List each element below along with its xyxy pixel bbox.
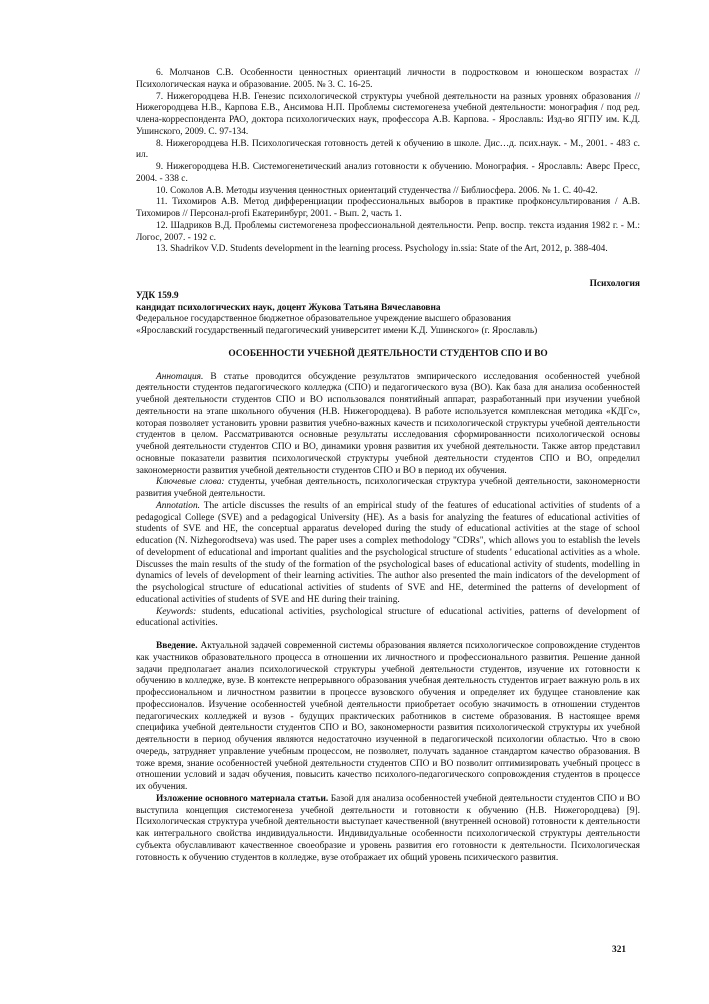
keywords-en-label: Keywords:	[156, 606, 197, 617]
main-label: Изложение основного материала статьи.	[156, 793, 329, 804]
author-line: кандидат психологических наук, доцент Жукова Татьяна Вячеславовна	[136, 302, 441, 313]
udc-code: УДК 159.9	[136, 290, 179, 301]
affiliation-line: Федеральное государственное бюджетное образовательное учреждение высшего образования	[136, 314, 511, 325]
section-name: Психология	[589, 279, 640, 289]
intro-text: Актуальной задачей современной системы образования является психологическое сопровождение студентов как участников образовательного процесса в отношении их личностного и профессионального развития. Решение данной задачи предполагает анализ психологической структуры учебной деятельности студентов, изучение их готовности к обучению в колледже, вузе. В контексте непрерывного образования учебная деятельность студентов играет важную роль в их профессиональном и личностном развитии в процессе вузовского обучения и определяет их будущее становление как профессионалов. Изучение особенностей учебной деятельности приобретает особую значимость в отношении студентов педагогических колледжей и вузов - будущих практических работников в системе образования. В настоящее время специфика учебной деятельности студентов СПО и ВО, закономерности развития психологической структуры их учебной деятельности в период обучения являются недостаточно изученной в педагогической психологии областью. Что в свою очередь, затрудняет управление учебным процессом, не позволяет, получать заданное стандартом качество образования. В тоже время, знание особенностей учебной деятельности студентов СПО и ВО позволит оптимизировать учебный процесс в отношении условий и задач обучения, повысить качество психолого-педагогического сопровождения студентов в процессе их обучения.	[136, 641, 640, 792]
page-content	[136, 68, 640, 864]
reference-item: 10. Соколов А.В. Методы изучения ценностных ориентаций студенчества // Библиосфера. 2006. № 1. С. 40-42.	[156, 185, 598, 196]
reference-item: 13. Shadrikov V.D. Students development in the learning process. Psychology in.ssia: State of the Art, 2012, р. 388-404.	[156, 244, 608, 255]
affiliation-line: «Ярославский государственный педагогический университет имени К.Д. Ушинского» (г. Ярославль)	[136, 326, 538, 336]
article-title: ОСОБЕННОСТИ УЧЕБНОЙ ДЕЯТЕЛЬНОСТИ СТУДЕНТОВ СПО И ВО	[228, 348, 548, 359]
abstract-en	[136, 501, 640, 607]
reference-item: 7. Нижегородцева Н.В. Генезис психологической структуры учебной деятельности на разных уровнях образования // Нижегородцева Н.В., Карпова Е.В., Ансимова Н.П. Проблемы системогенеза учебной деятельности: монография / под ред. члена-корреспондента РАО, доктора психологических наук, профессора А.В. Карпова. - Ярославль: Изд-во ЯГПУ им. К.Д. Ушинского, 2009. С. 97-134.	[136, 91, 640, 137]
reference-item: 9. Нижегородцева Н.В. Системогенетический анализ готовности к обучению. Монография. - Ярославль: Аверс Пресс, 2004. - 338 с.	[136, 162, 640, 184]
keywords-ru-text: студенты, учебная деятельность, психологическая структура учебной деятельности, закономерности развития учебной деятельности.	[136, 477, 640, 499]
intro-paragraph	[136, 641, 640, 794]
reference-item: 12. Шадриков В.Д. Проблемы системогенеза профессиональной деятельности. Репр. воспр. текста издания 1982 г. - М.: Логос, 2007. - 192 с.	[136, 220, 640, 243]
abstract-en-label: Annotation.	[156, 500, 201, 511]
abstract-ru	[136, 372, 640, 478]
keywords-en	[136, 607, 640, 631]
keywords-ru-label: Ключевые слова:	[156, 477, 225, 488]
keywords-ru	[136, 477, 640, 501]
abstract-ru-label: Аннотация.	[156, 371, 204, 382]
abstract-en-text: The article discusses the results of an empirical study of the features of educational activities of students of a pedagogical College (SVE) and a pedagogical University (HE). As a basis for analyzing the features of educational activities of students of SVE and HE, the conceptual apparatus developed during the study of educational activities at the stage of school education (N. Nizhegorodtseva) was used. The paper uses a complex methodology "CDRs", which allows you to establish the levels of development of educational and important qualities and the psychological structure of students ' educational activities as a whole. Discusses the main results of the study of the formation of the psychological bases of educational activity of students, modelling in dynamics of levels of development of their learning activities. The author also presented the main indicators of the development of the psychological structure of educational activities of students of SVE and HE, determined the patterns of development of educational activities of students of SVE and HE during their training.	[136, 500, 640, 605]
reference-item: 6. Молчанов С.В. Особенности ценностных ориентаций личности в подростковом и юношеском возрастах // Психологическая наука и образование. 2005. № 3. С. 16-25.	[136, 68, 640, 90]
page-number: 321	[612, 945, 627, 955]
reference-list	[136, 68, 640, 256]
keywords-en-text: students, educational activities, psychological structure of educational activities, patterns of development of educational activities.	[136, 606, 640, 629]
main-paragraph	[136, 794, 640, 865]
main-text: Базой для анализа особенностей учебной деятельности студентов СПО и ВО выступила концепция системогенеза учебной деятельности и готовности к обучению (Н.В. Нижегородцева) [9]. Психологическая структура учебной деятельности выступает качественной (внутренней основой) готовности к деятельности как интегрального свойства индивидуальности. Индивидуальные особенности психологической структуры деятельности субъекта обуславливают качественное своеобразие и уровень развития его готовности к деятельности. Психологическая готовность к обучению студентов в колледже, вузе отображает их общий уровень психического развития.	[136, 793, 641, 863]
intro-label: Введение.	[156, 641, 198, 651]
abstract-ru-text: В статье проводится обсуждение результатов эмпирического исследования особенностей учебной деятельности студентов педагогического колледжа (СПО) и педагогического вуза (ВО). Как база для анализа особенностей учебной деятельности студентов СПО и ВО использовался понятийный аппарат, разработанный при изучении учебной деятельности на этапе школьного обучения (Н.В. Нижегородцева). В работе используется комплексная методика «КДГс», которая позволяет установить уровни развития учебно-важных качеств и психологической структуры учебной деятельности студентов в целом. Рассматриваются основные результаты исследования сформированности психологической основы учебной деятельности студентов СПО и ВО, динамики уровня развития их учебной деятельности. Также автор представил основные показатели развития психологической структуры учебной деятельности студентов СПО и ВО, определил закономерности развития учебной деятельности студентов СПО и ВО в период их обучения.	[136, 371, 640, 476]
reference-item: 11. Тихомиров А.В. Метод дифференциации профессиональных выборов в практике профконсультирования / А.В. Тихомиров // Персонал-profi Екатеринбург, 2001. - Вып. 2, часть 1.	[136, 197, 640, 219]
reference-item: 8. Нижегородцева Н.В. Психологическая готовность детей к обучению в школе. Дис…д. псих.наук. - М., 2001. - 483 с. ил.	[136, 138, 640, 161]
